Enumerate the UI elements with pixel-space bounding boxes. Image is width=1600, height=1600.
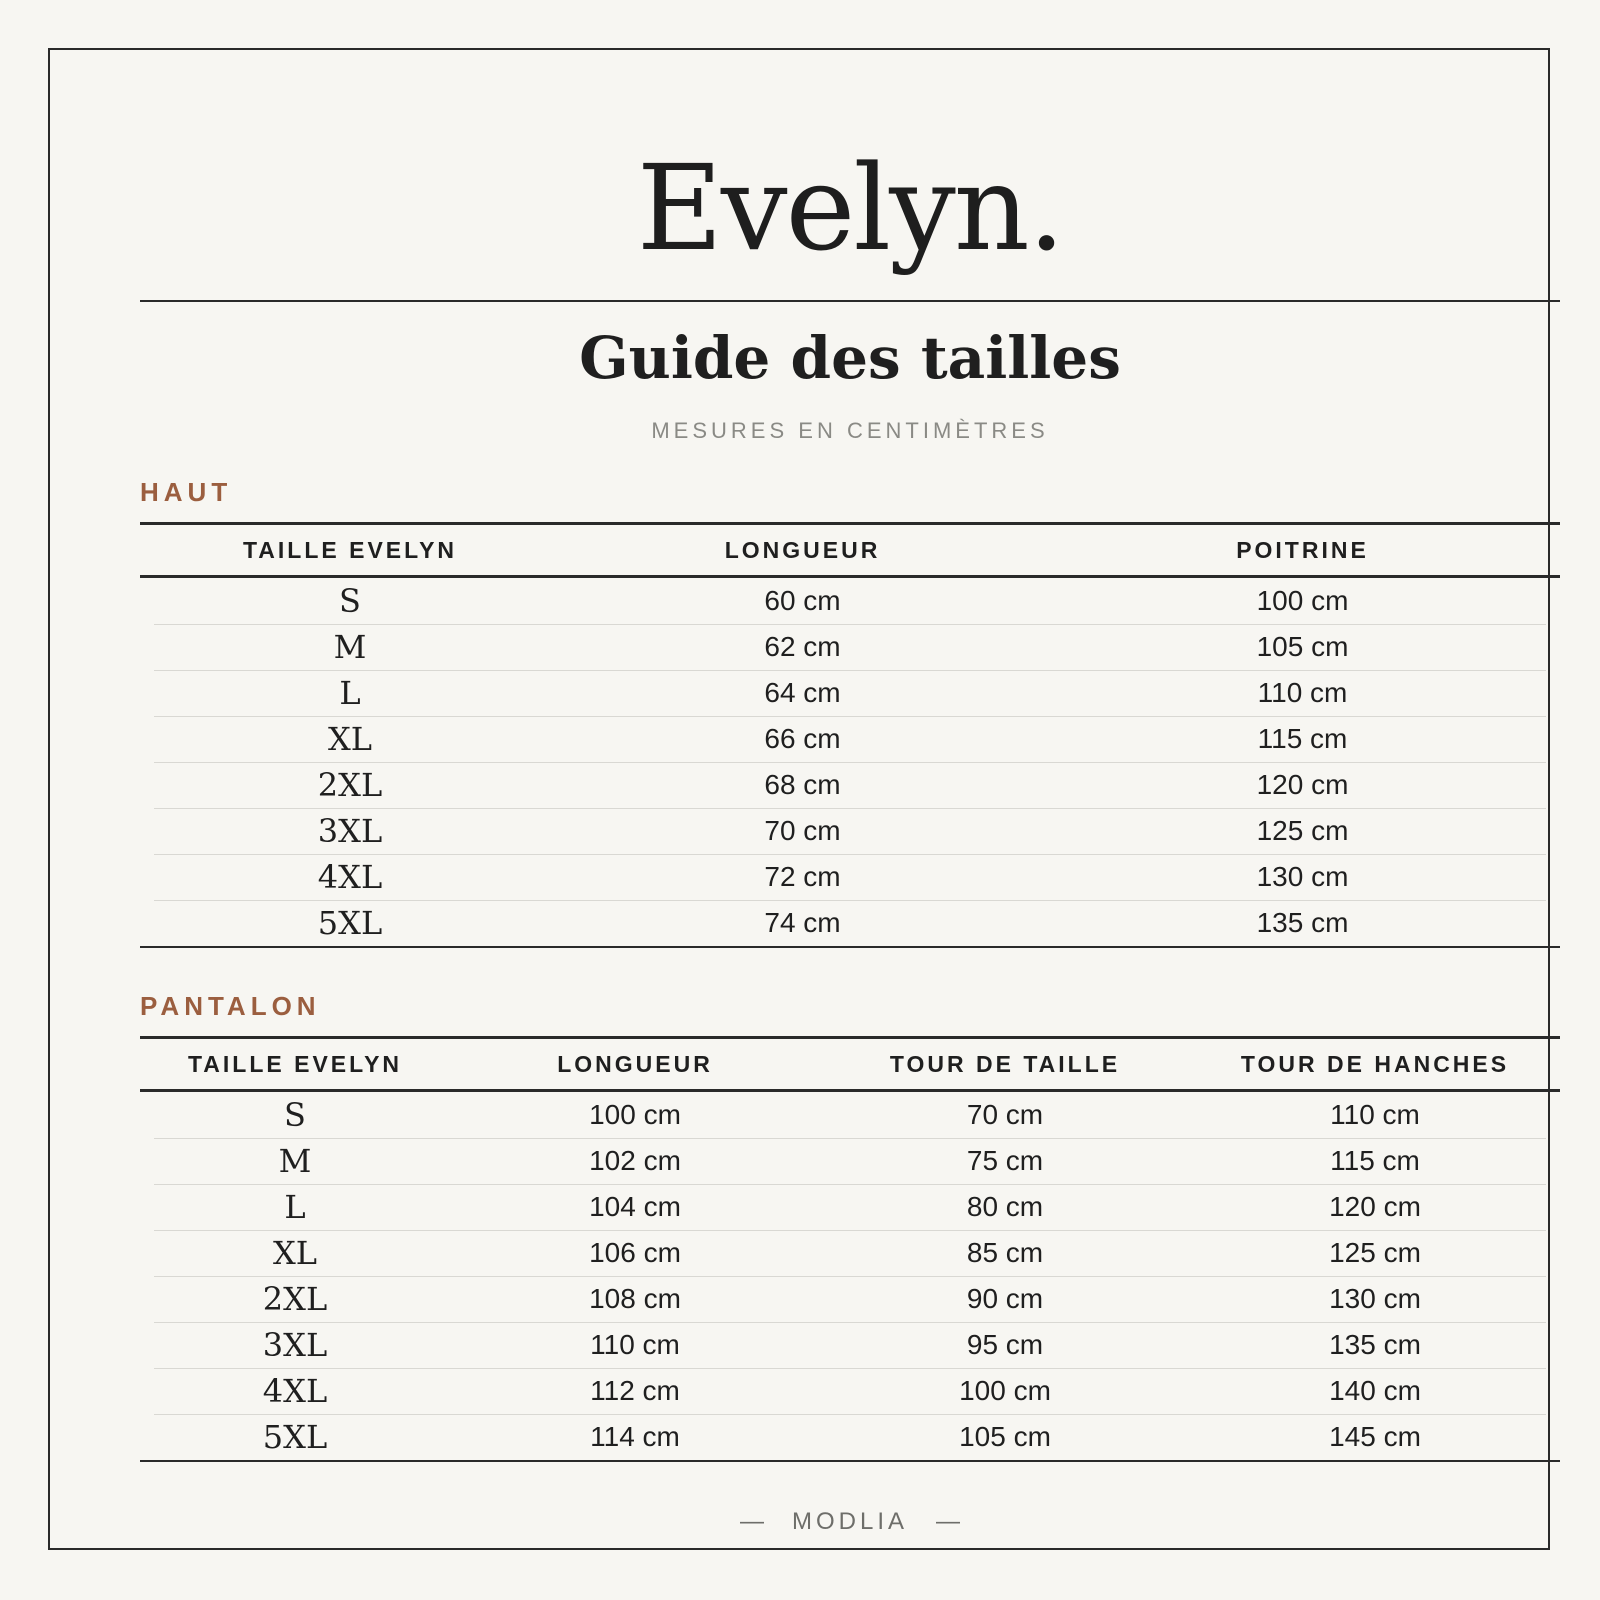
table-row (140, 854, 1560, 900)
cell-longueur: 112 cm (450, 1368, 820, 1414)
cell-size: S (284, 1096, 306, 1134)
table-row (140, 1322, 1560, 1368)
cell-longueur: 100 cm (589, 1099, 681, 1130)
cell-tour-de-taille: 80 cm (820, 1184, 1190, 1230)
column-header-tour-de-hanches: TOUR DE HANCHES (1190, 1038, 1560, 1091)
cell-longueur: 64 cm (560, 670, 1045, 716)
table-row (140, 1091, 1560, 1139)
cell-size: M (140, 624, 560, 670)
table-row (140, 1414, 1560, 1461)
table-row (140, 1230, 1560, 1276)
cell-tour-de-hanches: 110 cm (1330, 1099, 1420, 1130)
cell-size: 2XL (140, 1276, 450, 1322)
cell-longueur: 102 cm (450, 1138, 820, 1184)
table-row (140, 1276, 1560, 1322)
cell-longueur: 62 cm (560, 624, 1045, 670)
cell-poitrine: 125 cm (1045, 808, 1560, 854)
cell-poitrine: 105 cm (1045, 624, 1560, 670)
cell-poitrine: 135 cm (1045, 900, 1560, 947)
cell-size: 5XL (140, 900, 560, 947)
cell-tour-de-taille: 70 cm (966, 1099, 1044, 1130)
cell-tour-de-taille: 90 cm (820, 1276, 1190, 1322)
table-row (140, 577, 1560, 625)
table-header-row (140, 524, 1560, 577)
cell-longueur: 74 cm (560, 900, 1045, 947)
column-header-taille: TAILLE EVELYN (140, 1038, 450, 1091)
size-table-haut (140, 522, 1560, 948)
cell-size: 4XL (140, 854, 560, 900)
cell-tour-de-hanches: 115 cm (1190, 1138, 1560, 1184)
cell-longueur: 60 cm (764, 585, 841, 616)
table-row (140, 762, 1560, 808)
cell-longueur: 72 cm (560, 854, 1045, 900)
cell-poitrine: 100 cm (1256, 585, 1349, 616)
cell-size: 4XL (140, 1368, 450, 1414)
table-row (140, 716, 1560, 762)
cell-size: 5XL (140, 1414, 450, 1461)
header-divider (140, 300, 1560, 302)
cell-tour-de-taille: 105 cm (820, 1414, 1190, 1461)
cell-tour-de-hanches: 125 cm (1190, 1230, 1560, 1276)
brand-logo: Evelyn. (636, 139, 1064, 277)
page-subtitle: MESURES EN CENTIMÈTRES (651, 418, 1049, 443)
table-row (140, 624, 1560, 670)
cell-size: 3XL (140, 808, 560, 854)
cell-longueur: 68 cm (560, 762, 1045, 808)
section-label-pantalon: PANTALON (140, 991, 321, 1021)
cell-longueur: 66 cm (560, 716, 1045, 762)
footer-dash-right: — (936, 1508, 960, 1535)
cell-size: XL (140, 716, 560, 762)
cell-tour-de-hanches: 145 cm (1190, 1414, 1560, 1461)
cell-size: L (140, 670, 560, 716)
cell-longueur: 108 cm (450, 1276, 820, 1322)
cell-tour-de-hanches: 140 cm (1190, 1368, 1560, 1414)
cell-poitrine: 115 cm (1045, 716, 1560, 762)
column-header-tour-de-taille: TOUR DE TAILLE (820, 1038, 1190, 1091)
page-title: Guide des tailles (579, 324, 1121, 392)
cell-tour-de-taille: 95 cm (820, 1322, 1190, 1368)
footer-dash-left: — (739, 1508, 764, 1535)
cell-size: M (140, 1138, 450, 1184)
cell-tour-de-hanches: 130 cm (1190, 1276, 1560, 1322)
cell-size: XL (140, 1230, 450, 1276)
table-row (140, 670, 1560, 716)
cell-size: S (339, 582, 361, 620)
cell-tour-de-hanches: 120 cm (1190, 1184, 1560, 1230)
size-table-pantalon (140, 1036, 1560, 1462)
cell-poitrine: 110 cm (1045, 670, 1560, 716)
footer-brand: MODLIA (791, 1508, 908, 1535)
cell-size: 2XL (140, 762, 560, 808)
cell-longueur: 110 cm (450, 1322, 820, 1368)
column-header-poitrine: POITRINE (1045, 524, 1560, 577)
column-header-longueur: LONGUEUR (560, 524, 1045, 577)
cell-longueur: 114 cm (450, 1414, 820, 1461)
cell-tour-de-taille: 75 cm (820, 1138, 1190, 1184)
column-header-taille: TAILLE EVELYN (140, 524, 560, 577)
cell-tour-de-taille: 100 cm (820, 1368, 1190, 1414)
cell-longueur: 104 cm (450, 1184, 820, 1230)
cell-longueur: 106 cm (450, 1230, 820, 1276)
cell-poitrine: 120 cm (1045, 762, 1560, 808)
column-header-longueur: LONGUEUR (450, 1038, 820, 1091)
footer (140, 1506, 1560, 1538)
cell-tour-de-taille: 85 cm (820, 1230, 1190, 1276)
cell-size: 3XL (140, 1322, 450, 1368)
cell-tour-de-hanches: 135 cm (1190, 1322, 1560, 1368)
table-header-row (140, 1038, 1560, 1091)
table-row (140, 1184, 1560, 1230)
cell-poitrine: 130 cm (1045, 854, 1560, 900)
table-row (140, 1368, 1560, 1414)
page-frame (48, 48, 1550, 1550)
section-label-haut: HAUT (140, 477, 233, 507)
table-row (140, 900, 1560, 947)
cell-longueur: 70 cm (560, 808, 1045, 854)
table-row (140, 1138, 1560, 1184)
table-row (140, 808, 1560, 854)
cell-size: L (140, 1184, 450, 1230)
